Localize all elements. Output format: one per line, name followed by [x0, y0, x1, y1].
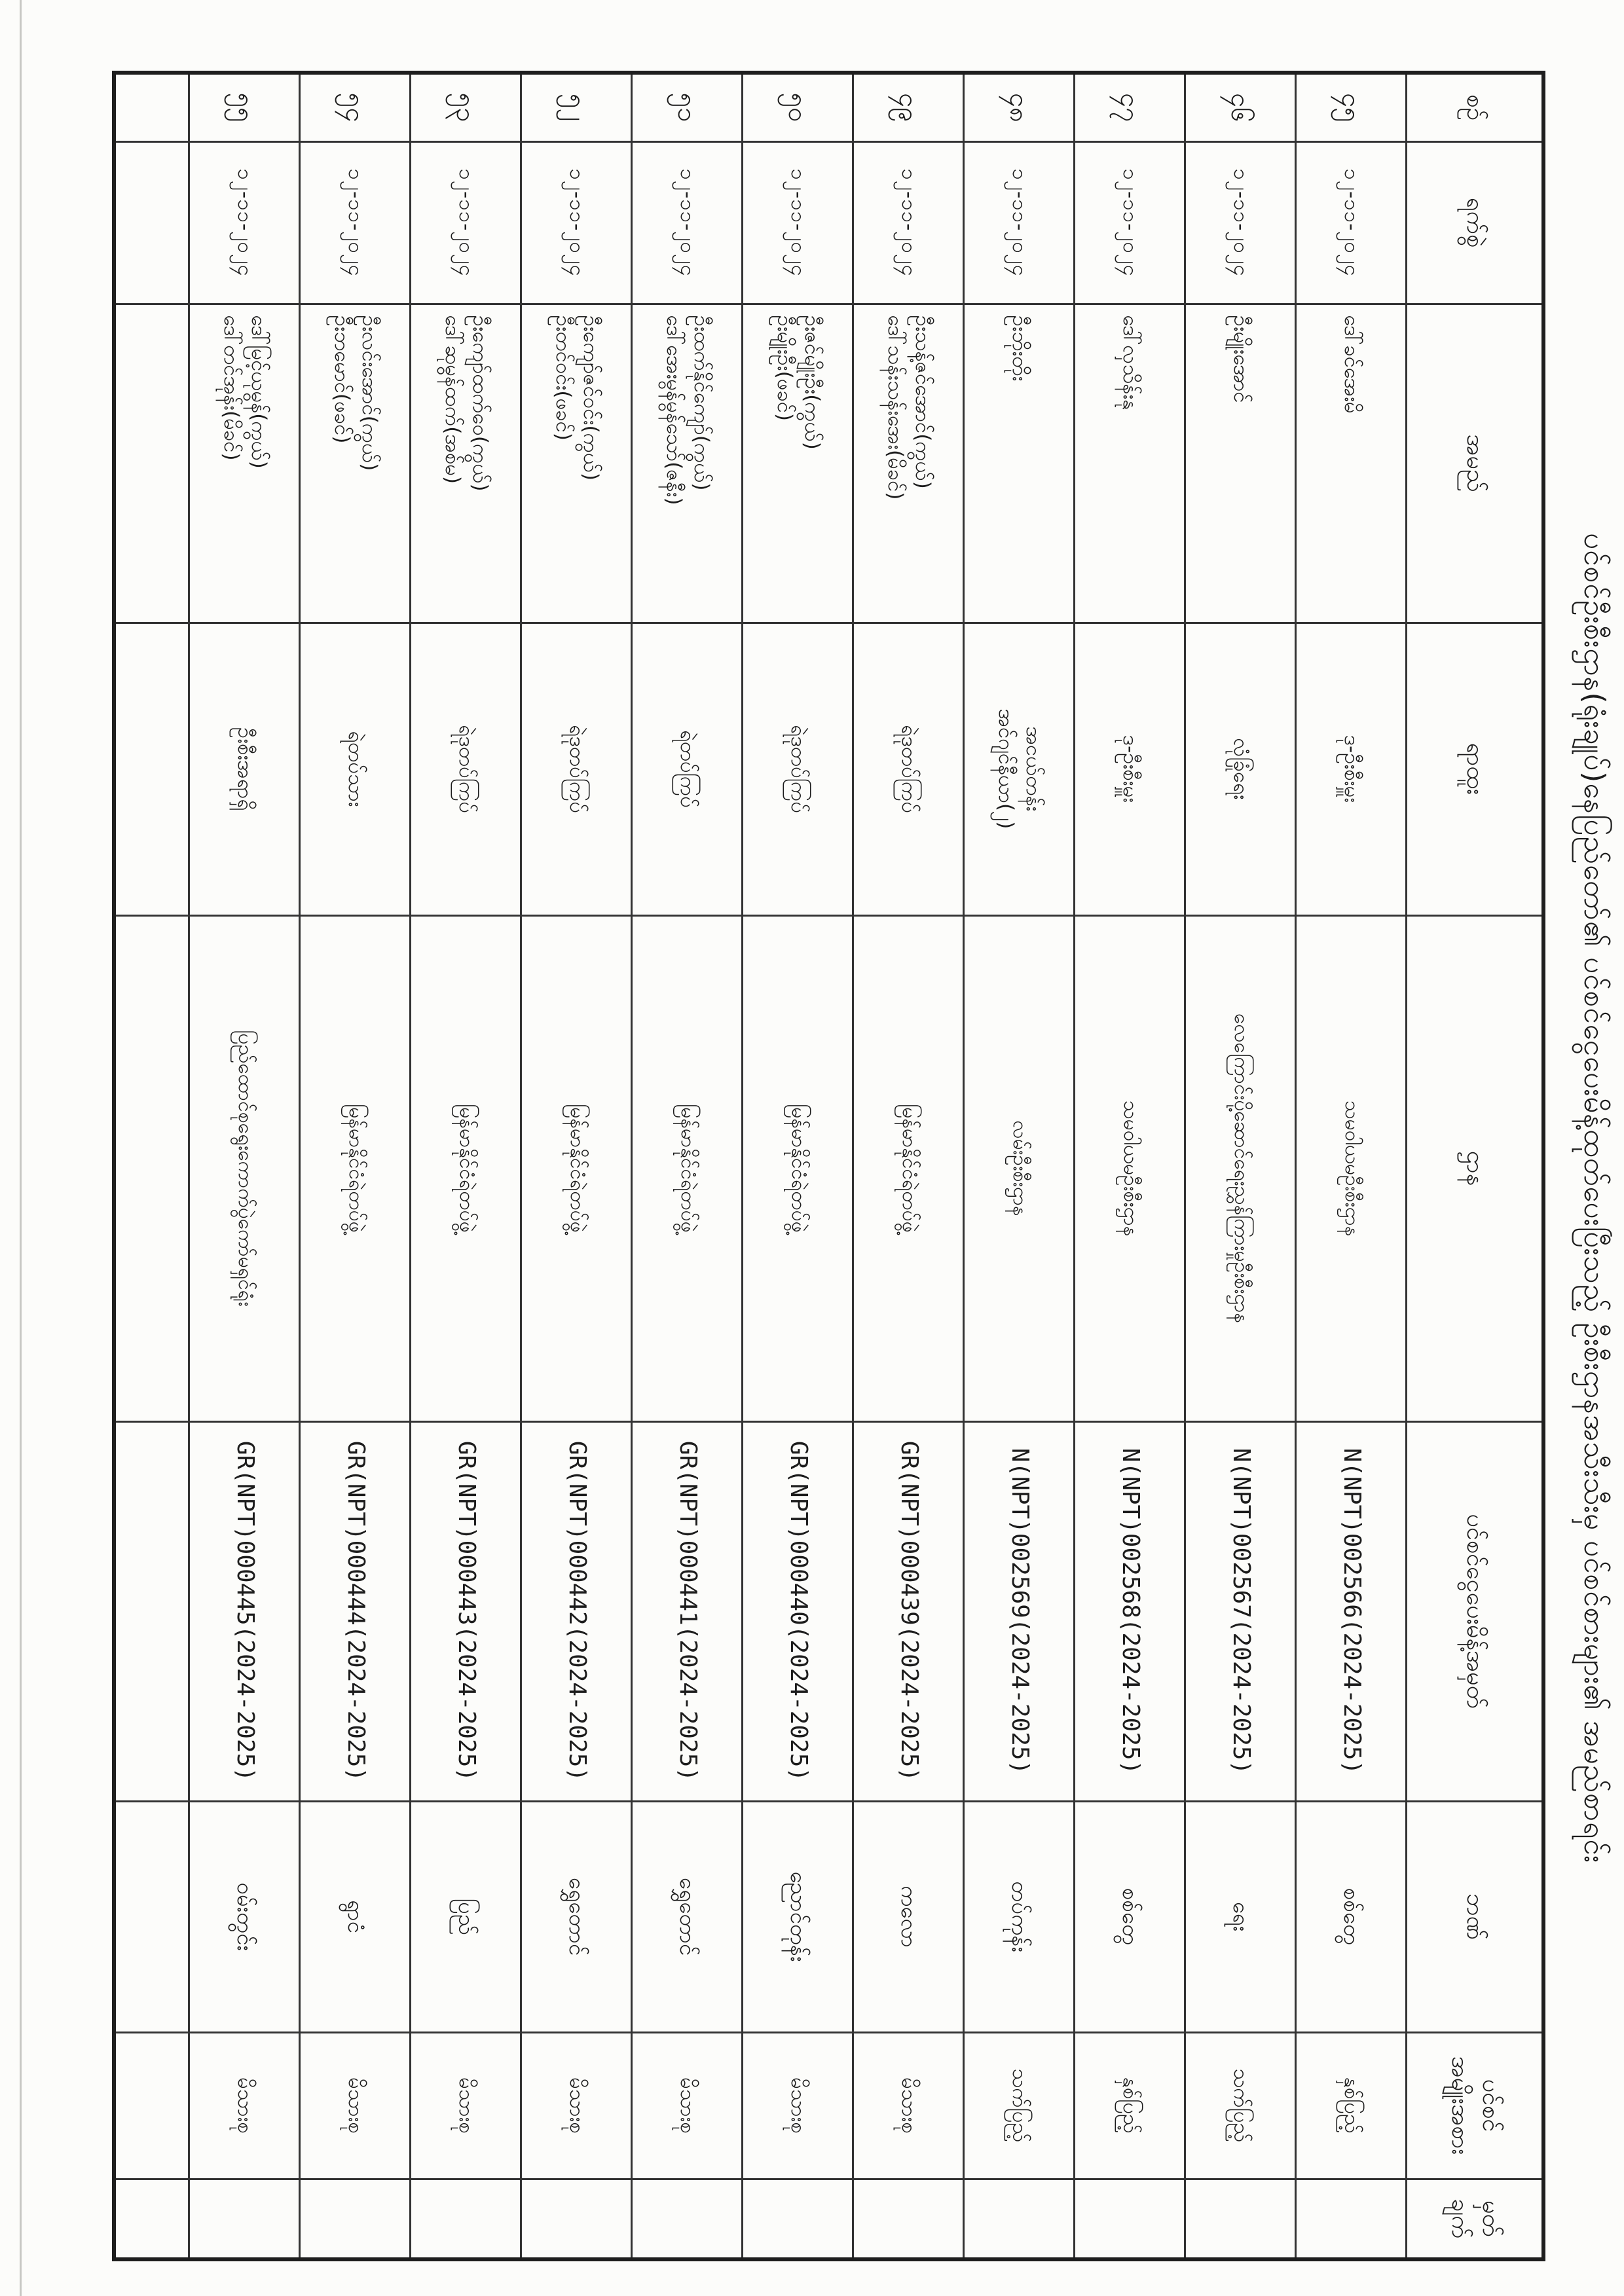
- cell-bank: ဝမ်းတွင်း: [189, 1801, 300, 2032]
- cell-date: ၁၂-၁၁-၂၀၂၄: [1296, 141, 1407, 304]
- cell-type: မိသားစု: [521, 2032, 632, 2179]
- table-row: [1075, 73, 1185, 2259]
- cell-department: လေကြောင်းပို့ဆောင်ရေးညွှန်ကြားမှုဦးစီးဌာန: [1185, 915, 1296, 1421]
- cell-no: ၅၄: [300, 73, 411, 141]
- cell-name: ဒေါ်လှသိန်းနု: [1075, 304, 1185, 623]
- cell-department: မြန်မာနိုင်ငံရဲတပ်ဖွဲ့: [411, 915, 521, 1421]
- cell-department: သမဝါယမဦးစီးဌာန: [1075, 915, 1185, 1421]
- cell-remark: [1185, 2179, 1296, 2259]
- cell-type: [114, 2032, 189, 2179]
- column-header-department: ဌာန: [1407, 915, 1543, 1421]
- cell-date: ၁၂-၁၁-၂၀၂၄: [411, 141, 521, 304]
- cell-position: ရဲဒုတပ်ကြပ်: [853, 623, 964, 915]
- cell-pension_no: GR(NPT)000440(2024-2025): [743, 1421, 853, 1801]
- cell-remark: [1075, 2179, 1185, 2259]
- cell-department: မြန်မာနိုင်ငံရဲတပ်ဖွဲ့: [521, 915, 632, 1421]
- column-header-date: ရက်စွဲ: [1407, 141, 1543, 304]
- cell-position: ရဲဒုတပ်ကြပ်: [743, 623, 853, 915]
- column-header-bank: ဘဏ်: [1407, 1801, 1543, 2032]
- cell-department: မြန်မာနိုင်ငံရဲတပ်ဖွဲ့: [632, 915, 743, 1421]
- cell-date: ၁၂-၁၁-၂၀၂၄: [964, 141, 1075, 304]
- cell-pension_no: GR(NPT)000439(2024-2025): [853, 1421, 964, 1801]
- cell-position: ဦးစီးအရာရှိ: [189, 623, 300, 915]
- cell-type: သက်ပြည့်: [1185, 2032, 1296, 2179]
- table-row: [853, 73, 964, 2259]
- cell-department: လမ်းဦးစီးဌာန: [964, 915, 1075, 1421]
- cell-name: ဒေါ်မြင့်ယုမွန်(ကွယ်) ဒေါ်တင်အုန်း(မိခင်): [189, 304, 300, 623]
- cell-type: နှစ်ပြည့်: [1075, 2032, 1185, 2179]
- cell-date: ၁၂-၁၁-၂၀၂၄: [1075, 141, 1185, 304]
- cell-bank: စစ်တွေ: [1296, 1801, 1407, 2032]
- cell-date: ၁၂-၁၁-၂၀၂၄: [1185, 141, 1296, 304]
- table-row: [521, 73, 632, 2259]
- cell-date: ၁၂-၁၁-၂၀၂၄: [853, 141, 964, 304]
- cell-type: သက်ပြည့်: [964, 2032, 1075, 2179]
- table-row: [114, 73, 189, 2259]
- column-header-pension_no: ပင်စင်ငွေပေးမိန့်အမှတ်: [1407, 1421, 1543, 1801]
- header-row: [1407, 73, 1543, 2259]
- cell-bank: ရွှေတောင်: [632, 1801, 743, 2032]
- cell-position: ဒု-ဦးစီးမှူး: [1075, 623, 1185, 915]
- cell-pension_no: N(NPT)002566(2024-2025): [1296, 1421, 1407, 1801]
- table-row: [743, 73, 853, 2259]
- cell-type: မိသားစု: [853, 2032, 964, 2179]
- cell-remark: [114, 2179, 189, 2259]
- cell-name: ဦးထက်နိုင်ကျော်(ကွယ်) ဒေါ်အေးမွန်မွန်သော်(ဇနီး): [632, 304, 743, 623]
- cell-pension_no: GR(NPT)000445(2024-2025): [189, 1421, 300, 1801]
- cell-bank: တပ်ကုန်း: [964, 1801, 1075, 2032]
- cell-name: ဦးမျိုးအောင်: [1185, 304, 1296, 623]
- table-row: [300, 73, 411, 2259]
- cell-no: ၅၂: [521, 73, 632, 141]
- cell-date: ၁၂-၁၁-၂၀၂၄: [632, 141, 743, 304]
- cell-position: [114, 623, 189, 915]
- cell-no: ၅၅: [189, 73, 300, 141]
- cell-bank: ရေး: [1185, 1801, 1296, 2032]
- table-row: [411, 73, 521, 2259]
- cell-date: [114, 141, 189, 304]
- cell-name: ဦးလင်းအောင်(ကွယ်) ဦးဘမောင်(ဖခင်): [300, 304, 411, 623]
- cell-pension_no: GR(NPT)000444(2024-2025): [300, 1421, 411, 1801]
- cell-department: မြန်မာနိုင်ငံရဲတပ်ဖွဲ့: [743, 915, 853, 1421]
- cell-position: ဒု-ဦးစီးမှူး: [1296, 623, 1407, 915]
- cell-bank: [114, 1801, 189, 2032]
- cell-date: ၁၂-၁၁-၂၀၂၄: [189, 141, 300, 304]
- cell-pension_no: GR(NPT)000443(2024-2025): [411, 1421, 521, 1801]
- cell-position: အငယ်တန်း အင်ဂျင်နီယာ(၂): [964, 623, 1075, 915]
- cell-remark: [189, 2179, 300, 2259]
- cell-pension_no: GR(NPT)000442(2024-2025): [521, 1421, 632, 1801]
- cell-department: [114, 915, 189, 1421]
- table-row: [1185, 73, 1296, 2259]
- cell-position: လုံခြုံရေး: [1185, 623, 1296, 915]
- cell-pension_no: N(NPT)002569(2024-2025): [964, 1421, 1075, 1801]
- cell-no: ၄၉: [853, 73, 964, 141]
- cell-bank: ကလော: [853, 1801, 964, 2032]
- cell-no: ၄၆: [1185, 73, 1296, 141]
- cell-pension_no: N(NPT)002567(2024-2025): [1185, 1421, 1296, 1801]
- column-header-remark: မှတ် ချက်: [1407, 2179, 1543, 2259]
- cell-type: မိသားစု: [300, 2032, 411, 2179]
- cell-pension_no: [114, 1421, 189, 1801]
- cell-position: ရဲဒုတပ်ကြပ်: [521, 623, 632, 915]
- cell-type: မိသားစု: [189, 2032, 300, 2179]
- cell-name: ဦးဘိုးတိုး: [964, 304, 1075, 623]
- cell-bank: ညောင်တုန်း: [743, 1801, 853, 2032]
- cell-pension_no: GR(NPT)000441(2024-2025): [632, 1421, 743, 1801]
- cell-department: ပြည်ထောင်စုရွေးကောက်ပွဲကော်မရှင်ရုံး: [189, 915, 300, 1421]
- column-header-name: အမည်: [1407, 304, 1543, 623]
- cell-remark: [300, 2179, 411, 2259]
- cell-bank: ပြည်: [411, 1801, 521, 2032]
- table-body: [114, 73, 1407, 2259]
- cell-type: နှစ်ပြည့်: [1296, 2032, 1407, 2179]
- cell-pension_no: N(NPT)002568(2024-2025): [1075, 1421, 1185, 1801]
- cell-bank: ရွာငံ: [300, 1801, 411, 2032]
- cell-bank: ရွှေတောင်: [521, 1801, 632, 2032]
- table-row: [632, 73, 743, 2259]
- cell-type: မိသားစု: [632, 2032, 743, 2179]
- cell-name: ဦးကျော်ဇင်ဝင်း(ကွယ်) ဦးတင်ဝင်း(ဖခင်): [521, 304, 632, 623]
- cell-date: ၁၂-၁၁-၂၀၂၄: [743, 141, 853, 304]
- cell-date: ၁၂-၁၁-၂၀၂၄: [521, 141, 632, 304]
- cell-bank: စစ်တွေ: [1075, 1801, 1185, 2032]
- cell-no: ၄၇: [1075, 73, 1185, 141]
- cell-position: ရဲတပ်သား: [300, 623, 411, 915]
- cell-remark: [853, 2179, 964, 2259]
- cell-department: သမဝါယမဦးစီးဌာန: [1296, 915, 1407, 1421]
- cell-no: ၄၈: [964, 73, 1075, 141]
- table-row: [964, 73, 1075, 2259]
- cell-remark: [411, 2179, 521, 2259]
- cell-type: မိသားစု: [743, 2032, 853, 2179]
- cell-name: ဒေါ်ခင်အေးမိ: [1296, 304, 1407, 623]
- table-row: [189, 73, 300, 2259]
- cell-type: မိသားစု: [411, 2032, 521, 2179]
- page-title: ပင်စင်ဦးစီးဌာန(ရုံးချုပ်)နေပြည်တော်၏ ပင်စင်ငွေပေးမိန့်ထုတ်ပေးပြီးသည့် ဦးစီးဌာနအသီးသီးမှ ပင်စင်စားများ၏ အမည်စာရင်း: [1578, 533, 1611, 1863]
- cell-date: ၁၂-၁၁-၂၀၂၄: [300, 141, 411, 304]
- cell-department: မြန်မာနိုင်ငံရဲတပ်ဖွဲ့: [300, 915, 411, 1421]
- cell-remark: [964, 2179, 1075, 2259]
- cell-position: ရဲဒုတပ်ကြပ်: [411, 623, 521, 915]
- cell-name: ဦးကျော်ထက်ဝေ(ကွယ်) ဒေါ်ဆုမွန်ထက်(အစ်မ): [411, 304, 521, 623]
- cell-position: ရဲတပ်ကြပ်: [632, 623, 743, 915]
- cell-name: [114, 304, 189, 623]
- cell-remark: [1296, 2179, 1407, 2259]
- pension-list-table: [112, 71, 1545, 2261]
- cell-name: ဦးဇင်မျိုးဦး(ကွယ်) ဦးမျိုးဦး(ဖခင်): [743, 304, 853, 623]
- column-header-position: ရာထူး: [1407, 623, 1543, 915]
- cell-no: ၄၅: [1296, 73, 1407, 141]
- table-row: [1296, 73, 1407, 2259]
- cell-remark: [521, 2179, 632, 2259]
- cell-department: မြန်မာနိုင်ငံရဲတပ်ဖွဲ့: [853, 915, 964, 1421]
- cell-no: ၅၃: [411, 73, 521, 141]
- cell-remark: [632, 2179, 743, 2259]
- cell-name: ဦးသန့်ဇင်အောင်(ကွယ်) ဒေါ်သန်းသန်းအေး(မိခင်): [853, 304, 964, 623]
- column-header-no: စဉ်: [1407, 73, 1543, 141]
- cell-no: ၅၀: [743, 73, 853, 141]
- cell-no: [114, 73, 189, 141]
- column-header-type: ပင်စင် အမျိုးအစား: [1407, 2032, 1543, 2179]
- cell-no: ၅၁: [632, 73, 743, 141]
- cell-remark: [743, 2179, 853, 2259]
